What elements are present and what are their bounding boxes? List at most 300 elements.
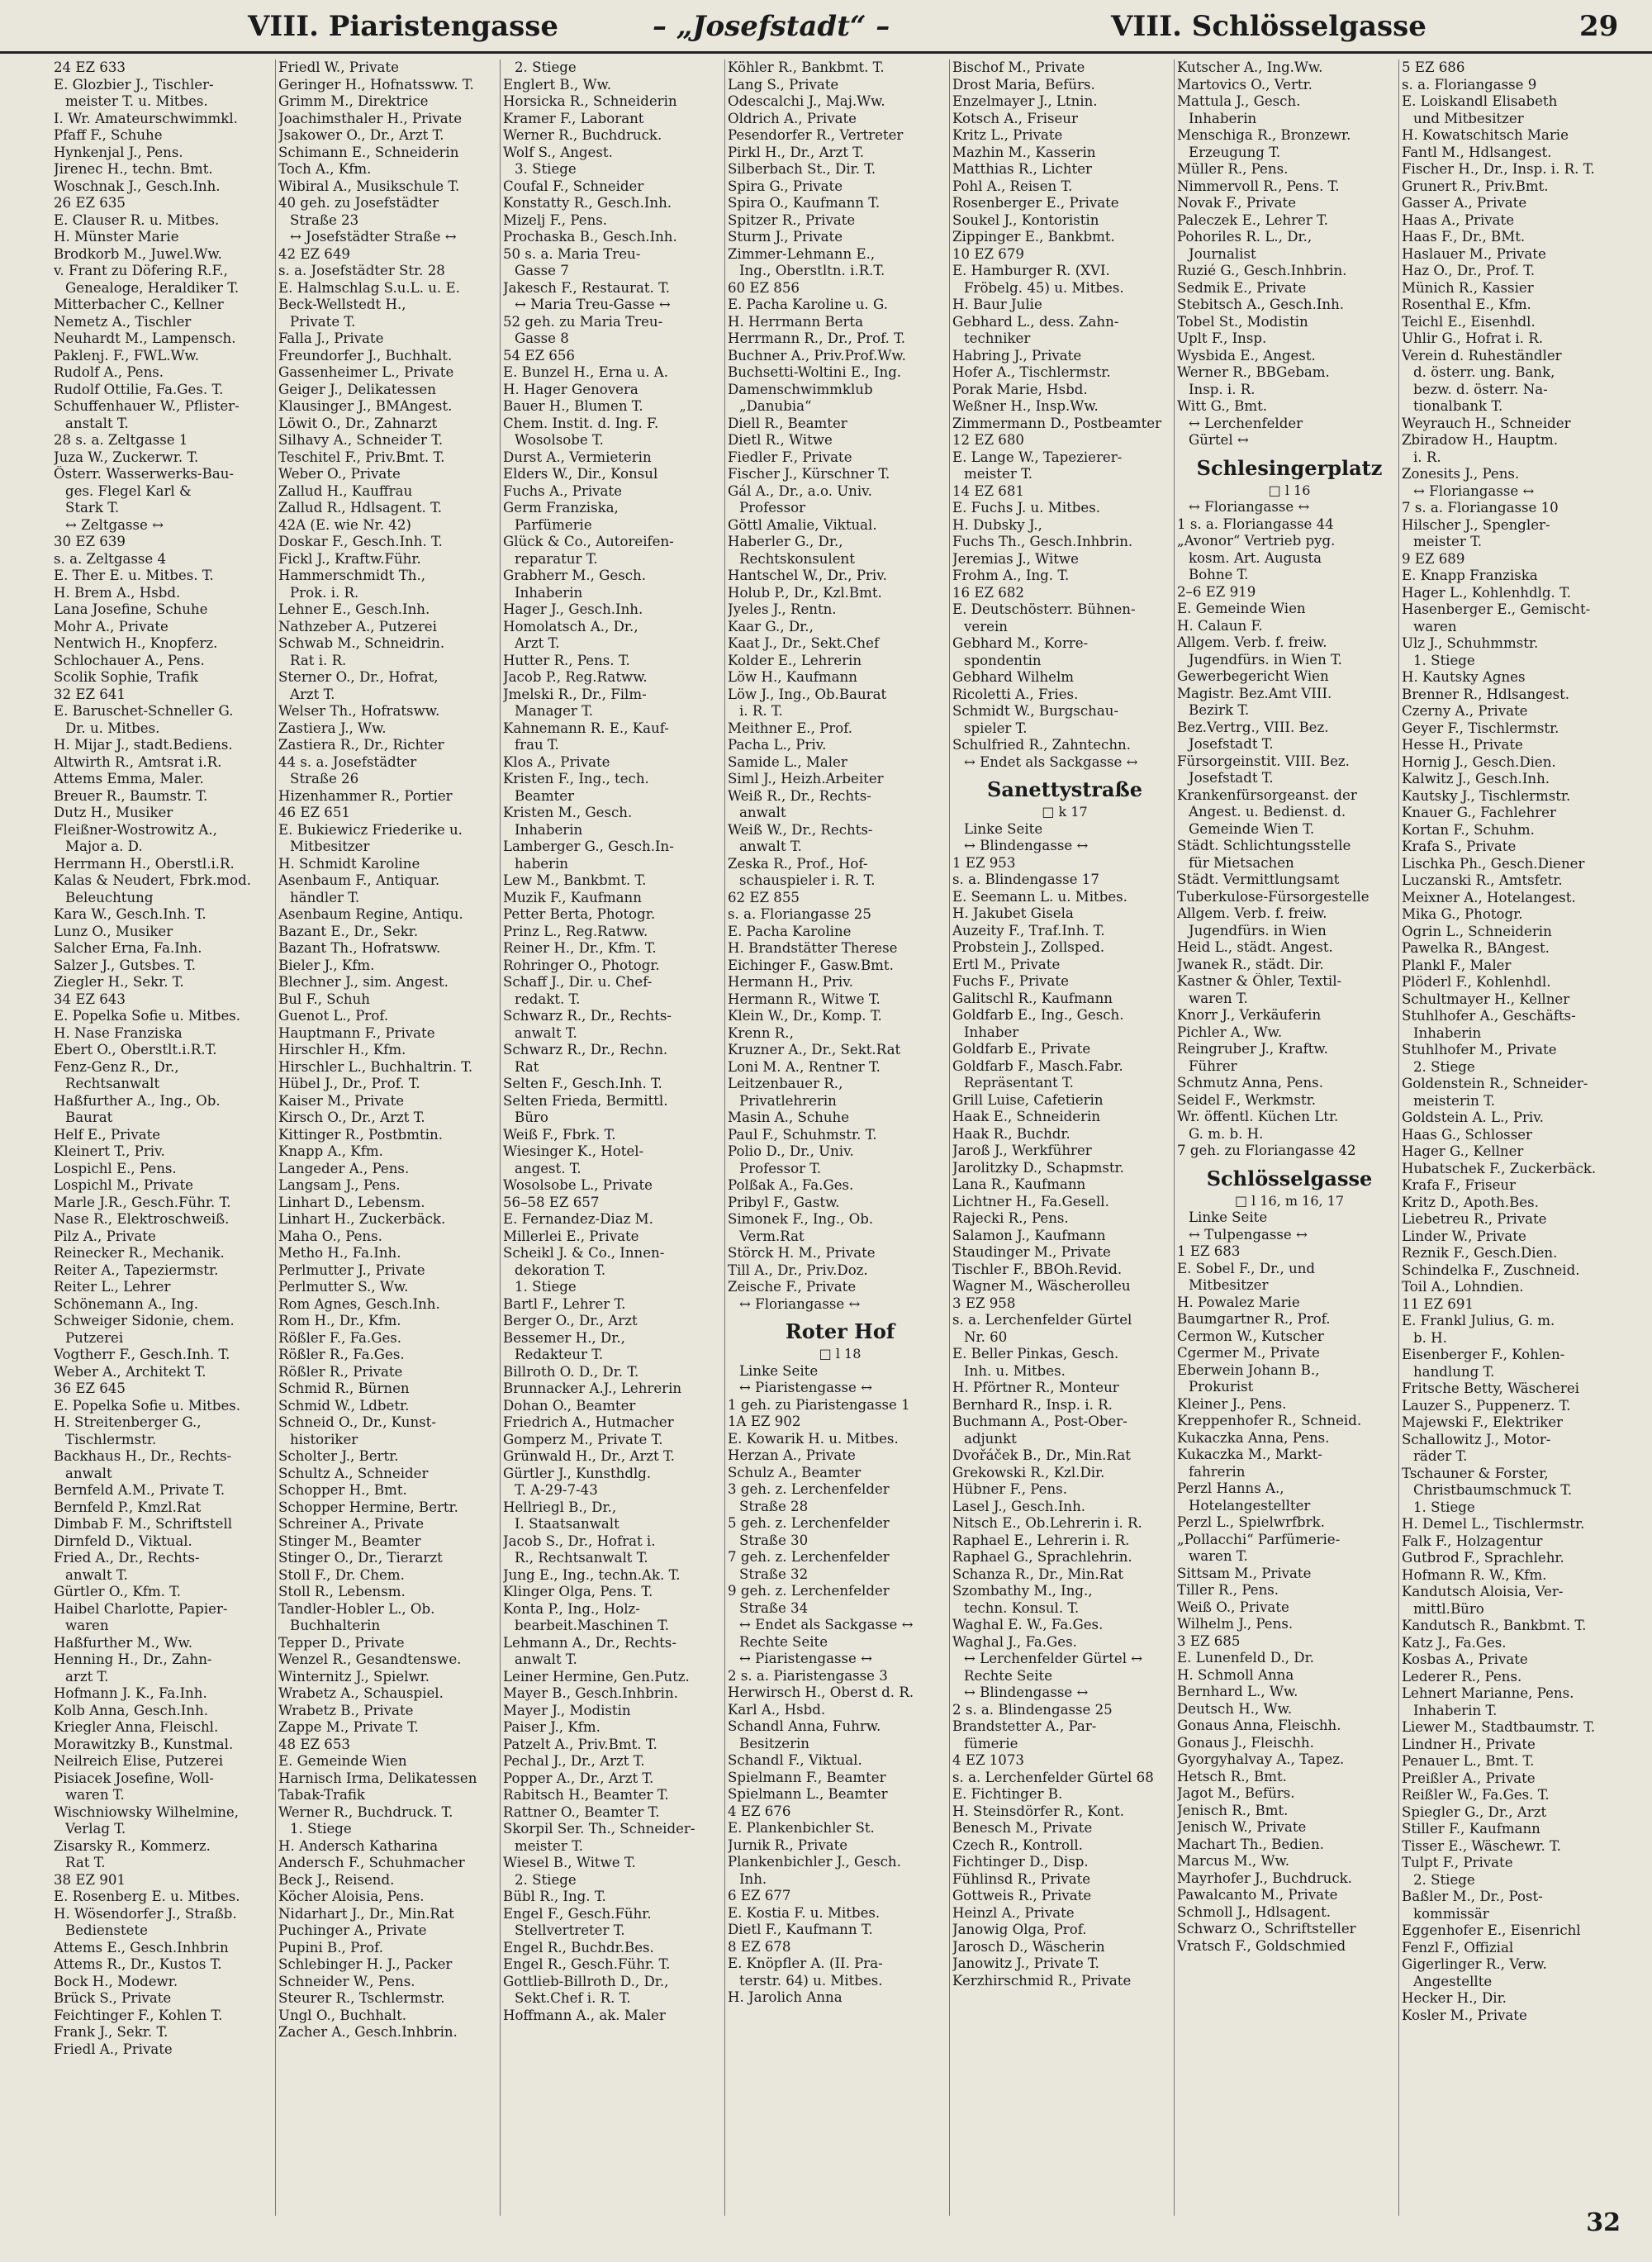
directory-entry: Lana R., Kaufmann: [952, 1176, 1086, 1192]
directory-entry: Mitterbacher C., Kellner: [54, 297, 224, 312]
directory-entry: Hager G., Kellner: [1402, 1143, 1524, 1159]
directory-entry: Weiß F., Fbrk. T.: [503, 1126, 616, 1143]
page-number: 29: [1579, 10, 1619, 43]
directory-entry: E. Plankenbichler St.: [728, 1820, 875, 1836]
directory-entry: Hesse H., Private: [1402, 737, 1523, 753]
directory-entry: Fürsorgeinstit. VIII. Bez.: [1177, 753, 1350, 769]
directory-entry: Inhaberin: [1413, 1024, 1482, 1041]
directory-entry: I. Wr. Amateurschwimmkl.: [54, 110, 238, 126]
directory-entry: frau T.: [515, 737, 559, 753]
directory-entry: Mika G., Photogr.: [1402, 906, 1523, 922]
directory-entry: „Avonor“ Vertrieb pyg.: [1177, 533, 1336, 549]
directory-entry: Bieler J., Kfm.: [278, 957, 375, 973]
directory-entry: Loni M. A., Rentner T.: [728, 1058, 881, 1075]
directory-entry: Mayrhofer J., Buchdruck.: [1177, 1870, 1352, 1886]
directory-entry: Bübl R., Ing. T.: [503, 1889, 606, 1904]
directory-entry: Schwarz O., Schriftsteller: [1177, 1921, 1356, 1936]
directory-entry: 2. Stiege: [515, 59, 577, 75]
directory-entry: 1 EZ 683: [1177, 1243, 1241, 1259]
directory-entry: Buchmann A., Post-Ober-: [952, 1414, 1127, 1429]
directory-entry: Falk F., Holzagentur: [1402, 1533, 1543, 1549]
directory-entry: Kerzhirschmid R., Private: [952, 1972, 1132, 1989]
directory-entry: Zippinger E., Bankbmt.: [952, 229, 1115, 245]
directory-entry: Spira G., Private: [728, 178, 843, 194]
directory-entry: Blechner J., sim. Angest.: [278, 974, 449, 990]
column-divider: [275, 59, 276, 2216]
directory-entry: Glück & Co., Autoreifen-: [503, 534, 674, 549]
directory-entry: Grill Luise, Cafetierin: [952, 1091, 1104, 1108]
directory-entry: Neuhardt M., Lampensch.: [54, 330, 236, 346]
directory-entry: mittl.Büro: [1413, 1600, 1484, 1617]
directory-entry: Auzeity F., Traf.Inh. T.: [952, 922, 1105, 939]
directory-entry: Schmoll J., Hdlsagent.: [1177, 1903, 1332, 1920]
directory-entry: Haas G., Schlosser: [1402, 1126, 1532, 1143]
directory-entry: Bernhard R., Insp. i. R.: [952, 1396, 1113, 1413]
directory-entry: Soukel J., Kontoristin: [952, 211, 1099, 228]
directory-entry: Probstein J., Zollsped.: [952, 939, 1105, 955]
directory-entry: händler T.: [290, 889, 360, 905]
street-heading: Sanettystraße: [986, 777, 1142, 801]
directory-entry: Haberler G., Dr.,: [728, 534, 843, 549]
directory-entry: Nitsch E., Ob.Lehrerin i. R.: [952, 1515, 1142, 1531]
directory-entry: Weiß R., Dr., Rechts-: [728, 787, 871, 804]
directory-entry: s. a. Zeltgasse 4: [54, 550, 167, 567]
directory-entry: Schallowitz J., Motor-: [1402, 1431, 1551, 1447]
directory-entry: Fickl J., Kraftw.Führ.: [278, 550, 421, 567]
directory-entry: Gürtel ↔: [1189, 432, 1249, 448]
directory-entry: Rößler R., Fa.Ges.: [278, 1347, 405, 1362]
directory-entry: Goldstein A. L., Priv.: [1402, 1110, 1544, 1125]
directory-entry: Kleinert T., Priv.: [54, 1143, 165, 1159]
directory-entry: Josefstadt T.: [1189, 770, 1274, 786]
directory-entry: I. Staatsanwalt: [515, 1516, 620, 1532]
directory-entry: Lindner H., Private: [1402, 1736, 1536, 1752]
directory-entry: Jacob P., Reg.Ratww.: [503, 669, 648, 685]
directory-entry: Ulz J., Schuhmmstr.: [1402, 635, 1539, 651]
directory-entry: Janowitz J., Private T.: [952, 1955, 1099, 1971]
directory-entry: Pilz A., Private: [54, 1228, 156, 1244]
directory-entry: Eberwein Johann B.,: [1177, 1361, 1320, 1378]
directory-entry: G. m. b. H.: [1189, 1125, 1264, 1142]
directory-entry: Fiedler F., Private: [728, 449, 852, 465]
directory-entry: redakt. T.: [515, 991, 581, 1007]
directory-entry: Rechte Seite: [739, 1633, 828, 1650]
directory-entry: meister T.: [515, 1837, 583, 1854]
directory-entry: s. a. Floriangasse 25: [728, 906, 871, 922]
directory-entry: Novak F., Private: [1177, 195, 1297, 211]
directory-entry: Hermann R., Witwe T.: [728, 991, 881, 1007]
directory-entry: Schanza R., Dr., Min.Rat: [952, 1566, 1124, 1582]
directory-entry: Schulz A., Beamter: [728, 1464, 862, 1480]
directory-entry: Mayer B., Gesch.Inhbrin.: [503, 1685, 678, 1701]
directory-entry: Göttl Amalie, Viktual.: [728, 516, 877, 533]
directory-entry: Kleiner J., Pens.: [1177, 1395, 1287, 1412]
directory-entry: meister T.: [1413, 534, 1482, 549]
directory-entry: Spielmann F., Beamter: [728, 1769, 886, 1785]
directory-entry: kommissär: [1413, 1905, 1489, 1922]
directory-entry: Inhaberin: [1189, 110, 1257, 126]
directory-entry: Redakteur T.: [515, 1347, 604, 1362]
directory-entry: Zeische F., Private: [728, 1279, 857, 1295]
directory-entry: Kutscher A., Ing.Ww.: [1177, 59, 1323, 75]
directory-entry: Journalist: [1189, 245, 1256, 262]
directory-entry: 46 EZ 651: [278, 805, 350, 820]
directory-entry: 30 EZ 639: [54, 534, 126, 549]
page-header: [0, 0, 1652, 54]
directory-entry: Fritsche Betty, Wäscherei: [1402, 1380, 1579, 1396]
directory-entry: Lauzer S., Puppenerz. T.: [1402, 1397, 1571, 1414]
directory-entry: Jirenec H., techn. Bmt.: [54, 161, 213, 177]
directory-entry: E. Popelka Sofie u. Mitbes.: [54, 1008, 241, 1024]
directory-entry: Stoll R., Lebensm.: [278, 1584, 406, 1599]
directory-entry: Insp. i. R.: [1189, 381, 1256, 397]
directory-entry: 54 EZ 656: [503, 347, 575, 364]
directory-entry: Allgem. Verb. f. freiw.: [1177, 905, 1327, 921]
directory-entry: Hellriegl B., Dr.,: [503, 1499, 617, 1515]
directory-entry: Vogtherr F., Gesch.Inh. T.: [54, 1347, 230, 1362]
directory-entry: 26 EZ 635: [54, 195, 126, 211]
directory-entry: Kolb Anna, Gesch.Inh.: [54, 1702, 208, 1718]
directory-entry: Puchinger A., Private: [278, 1922, 427, 1938]
directory-entry: H. Demel L., Tischlermstr.: [1402, 1516, 1585, 1532]
directory-entry: Jagot M., Befürs.: [1177, 1785, 1295, 1801]
directory-entry: Linke Seite: [739, 1362, 819, 1379]
directory-entry: Kahnemann R. E., Kauf-: [503, 720, 669, 736]
directory-entry: Klein W., Dr., Komp. T.: [728, 1008, 882, 1024]
directory-entry: Schwarz R., Dr., Rechts-: [503, 1008, 672, 1024]
directory-entry: E. Gemeinde Wien: [1177, 601, 1306, 616]
directory-entry: Schmidt W., Burgschau-: [952, 703, 1119, 719]
directory-entry: Pirkl H., Dr., Arzt T.: [728, 144, 865, 160]
directory-entry: E. Rosenberg E. u. Mitbes.: [54, 1889, 240, 1904]
directory-entry: Rudolf Ottilie, Fa.Ges. T.: [54, 381, 224, 397]
directory-entry: Kritz D., Apoth.Bes.: [1402, 1194, 1539, 1210]
directory-entry: Haas A., Private: [1402, 211, 1515, 228]
header-right-street: VIII. Schlösselgasse: [1111, 10, 1427, 43]
directory-entry: Kristen M., Gesch.: [503, 805, 633, 820]
directory-entry: Altwirth R., Amtsrat i.R.: [54, 753, 222, 770]
directory-entry: Heinzl A., Private: [952, 1904, 1075, 1921]
directory-entry: Spira O., Kaufmann T.: [728, 195, 881, 211]
directory-entry: Siml J., Heizh.Arbeiter: [728, 771, 884, 786]
directory-entry: Asenbaum F., Antiquar.: [278, 872, 440, 888]
directory-entry: Silberbach St., Dir. T.: [728, 161, 876, 177]
directory-entry: Till A., Dr., Priv.Doz.: [728, 1262, 868, 1278]
directory-entry: Reiner H., Dr., Kfm. T.: [503, 940, 657, 956]
directory-entry: s. a. Lerchenfelder Gürtel 68: [952, 1769, 1154, 1785]
directory-entry: Lospichl E., Pens.: [54, 1160, 177, 1176]
directory-entry: Buchhalterin: [290, 1618, 381, 1633]
directory-entry: 60 EZ 856: [728, 279, 800, 296]
directory-entry: H. Powalez Marie: [1177, 1294, 1300, 1310]
directory-entry: Köcher Aloisia, Pens.: [278, 1889, 425, 1904]
directory-entry: Fuchs F., Private: [952, 973, 1069, 989]
directory-entry: E. Gemeinde Wien: [278, 1753, 407, 1769]
directory-entry: 2 s. a. Blindengasse 25: [952, 1701, 1113, 1718]
directory-entry: Ertl M., Private: [952, 956, 1061, 972]
directory-entry: Nase R., Elektroschweiß.: [54, 1211, 230, 1227]
directory-entry: E. Kowarik H. u. Mitbes.: [728, 1430, 899, 1447]
directory-entry: Horsicka R., Schneiderin: [503, 93, 677, 109]
directory-entry: E. Lunenfeld D., Dr.: [1177, 1650, 1314, 1666]
directory-entry: Bez.Vertrg., VIII. Bez.: [1177, 719, 1329, 735]
directory-entry: Cgermer M., Private: [1177, 1345, 1320, 1361]
directory-entry: Rat i. R.: [290, 652, 347, 668]
directory-entry: E. Pacha Karoline u. G.: [728, 297, 888, 312]
directory-entry: Schneider W., Pens.: [278, 1973, 415, 1989]
directory-entry: Lehnert Marianne, Pens.: [1402, 1685, 1574, 1701]
directory-column: [54, 59, 278, 2216]
directory-entry: Jurnik R., Private: [728, 1837, 848, 1853]
directory-entry: Silhavy A., Schneider T.: [278, 432, 444, 448]
directory-entry: Baumgartner R., Prof.: [1177, 1311, 1331, 1327]
directory-entry: und Mitbesitzer: [1413, 110, 1524, 126]
directory-entry: Beck-Wellstedt H.,: [278, 297, 406, 312]
directory-entry: Stinger O., Dr., Tierarzt: [278, 1550, 443, 1566]
directory-entry: Bernfeld P., Kmzl.Rat: [54, 1499, 202, 1515]
directory-entry: Kritz L., Private: [952, 127, 1063, 143]
directory-entry: Meixner A., Hotelangest.: [1402, 889, 1576, 905]
directory-entry: Wosolsobe T.: [515, 432, 604, 448]
directory-entry: H. Brandstätter Therese: [728, 940, 898, 956]
directory-entry: Hermann H., Priv.: [728, 974, 853, 990]
directory-entry: H. Mijar J., stadt.Bediens.: [54, 737, 233, 753]
directory-entry: Hotelangestellter: [1189, 1497, 1311, 1514]
directory-entry: Kotsch A., Friseur: [952, 110, 1078, 126]
directory-entry: Zappe M., Private T.: [278, 1719, 419, 1735]
directory-column: [728, 59, 952, 2216]
directory-entry: Josefstadt T.: [1189, 736, 1274, 752]
directory-entry: Manager T.: [515, 703, 594, 719]
header-district: – „Josefstadt“ –: [653, 10, 890, 43]
directory-entry: Gál A., Dr., a.o. Univ.: [728, 482, 872, 499]
directory-entry: 3 EZ 958: [952, 1295, 1016, 1311]
directory-entry: Millerlei E., Private: [503, 1228, 639, 1244]
directory-entry: Verm.Rat: [739, 1228, 805, 1244]
directory-entry: fümerie: [964, 1735, 1018, 1751]
directory-entry: Raphael E., Lehrerin i. R.: [952, 1532, 1130, 1548]
directory-entry: H. Kowatschitsch Marie: [1402, 127, 1569, 143]
directory-entry: Engel F., Gesch.Führ.: [503, 1905, 652, 1922]
directory-entry: ↔ Maria Treu-Gasse ↔: [515, 297, 671, 312]
directory-entry: Kirsch O., Dr., Arzt T.: [278, 1110, 425, 1125]
directory-entry: Engel R., Buchdr.Bes.: [503, 1939, 654, 1955]
directory-entry: Stellvertreter T.: [515, 1922, 625, 1938]
directory-entry: spieler T.: [964, 720, 1028, 736]
directory-entry: Gebhard M., Korre-: [952, 635, 1089, 651]
directory-entry: schauspieler i. R. T.: [739, 872, 876, 888]
directory-entry: Bul F., Schuh: [278, 991, 370, 1007]
directory-entry: Kandutsch R., Bankbmt. T.: [1402, 1618, 1587, 1633]
directory-entry: Dietl F., Kaufmann T.: [728, 1922, 873, 1937]
directory-entry: Rattner O., Beamter T.: [503, 1803, 660, 1820]
directory-entry: Vratsch F., Goldschmied: [1177, 1937, 1346, 1954]
directory-entry: Haßfurther M., Ww.: [54, 1634, 192, 1651]
directory-entry: Ruzié G., Gesch.Inhbrin.: [1177, 263, 1347, 278]
directory-entry: waren T.: [1189, 1548, 1248, 1564]
directory-entry: waren T.: [65, 1787, 125, 1803]
directory-entry: ↔ Endet als Sackgasse ↔: [964, 753, 1138, 770]
directory-entry: 40 geh. zu Josefstädter: [278, 195, 439, 211]
directory-entry: E. Kostia F. u. Mitbes.: [728, 1904, 881, 1921]
directory-entry: Grabherr M., Gesch.: [503, 568, 647, 583]
directory-entry: Goldenstein R., Schneider-: [1402, 1076, 1588, 1091]
directory-entry: Schaff J., Dir. u. Chef-: [503, 974, 653, 990]
directory-entry: Kaar G., Dr.,: [728, 618, 814, 634]
directory-entry: Brenner R., Hdlsangest.: [1402, 686, 1570, 702]
directory-entry: Jsakower O., Dr., Arzt T.: [278, 127, 444, 143]
directory-entry: Friedrich A., Hutmacher: [503, 1414, 674, 1430]
directory-entry: Cermon W., Kutscher: [1177, 1328, 1324, 1344]
directory-entry: Maha O., Pens.: [278, 1228, 382, 1244]
directory-entry: Dirnfeld D., Viktual.: [54, 1533, 192, 1549]
directory-entry: 3 geh. z. Lerchenfelder: [728, 1481, 890, 1497]
map-grid-reference: □ l 16: [1268, 482, 1311, 498]
directory-entry: Tandler-Hobler L., Ob.: [278, 1600, 435, 1617]
directory-entry: ↔ Zeltgasse ↔: [65, 516, 164, 533]
directory-entry: Dutz H., Musiker: [54, 805, 173, 820]
directory-entry: Holub P., Dr., Kzl.Bmt.: [728, 584, 882, 601]
directory-entry: Rosenberger E., Private: [952, 195, 1119, 211]
directory-entry: Hasenberger E., Gemischt-: [1402, 601, 1591, 617]
directory-entry: Simonek F., Ing., Ob.: [728, 1211, 874, 1227]
directory-entry: Drost Maria, Befürs.: [952, 76, 1095, 93]
directory-entry: Herzan A., Private: [728, 1447, 856, 1463]
directory-entry: H. Streitenberger G.,: [54, 1414, 202, 1430]
directory-entry: Baurat: [65, 1110, 113, 1125]
directory-entry: Samide L., Maler: [728, 753, 847, 770]
directory-entry: H. Kautsky Agnes: [1402, 669, 1526, 685]
directory-entry: Zallud H., Kauffrau: [278, 482, 413, 499]
directory-entry: Waghal J., Fa.Ges.: [952, 1633, 1077, 1650]
directory-entry: H. Pförtner R., Monteur: [952, 1380, 1119, 1395]
directory-entry: Patzelt A., Priv.Bmt. T.: [503, 1736, 657, 1752]
directory-entry: ↔ Floriangasse ↔: [1189, 499, 1310, 515]
directory-entry: Ungl O., Buchhalt.: [278, 2007, 407, 2023]
directory-entry: Gasse 8: [515, 330, 569, 346]
directory-entry: Falla J., Private: [278, 330, 384, 346]
directory-entry: Lew M., Bankbmt. T.: [503, 872, 647, 888]
directory-entry: Bohne T.: [1189, 567, 1249, 582]
directory-entry: Tischler F., BBOh.Revid.: [952, 1261, 1123, 1277]
directory-entry: Wibiral A., Musikschule T.: [278, 178, 460, 194]
directory-entry: Polio D., Dr., Univ.: [728, 1143, 854, 1159]
directory-entry: Weiß O., Private: [1177, 1599, 1289, 1615]
directory-entry: E. Bukiewicz Friederike u.: [278, 821, 463, 838]
directory-entry: Gottweis R., Private: [952, 1888, 1092, 1903]
directory-entry: Weber A., Architekt T.: [54, 1363, 206, 1380]
directory-entry: ↔ Lerchenfelder Gürtel ↔: [964, 1651, 1143, 1666]
directory-entry: Kruzner A., Dr., Sekt.Rat: [728, 1042, 901, 1057]
directory-entry: Goldfarb E., Private: [952, 1041, 1091, 1057]
directory-entry: Zonesits J., Pens.: [1402, 466, 1520, 482]
directory-entry: Hirschler H., Kfm.: [278, 1042, 406, 1057]
directory-entry: Porak Marie, Hsbd.: [952, 381, 1088, 397]
directory-entry: Meithner E., Prof.: [728, 720, 853, 736]
directory-entry: H. Schmidt Karoline: [278, 855, 420, 872]
directory-entry: Brandstetter A., Par-: [952, 1718, 1097, 1734]
directory-entry: Bauer H., Blumen T.: [503, 398, 643, 414]
directory-entry: Prochaska B., Gesch.Inh.: [503, 229, 677, 245]
directory-entry: Diell R., Beamter: [728, 415, 847, 431]
directory-entry: Inhaberin: [515, 821, 583, 838]
directory-entry: Angestellte: [1413, 1973, 1493, 1989]
directory-entry: Weber O., Private: [278, 466, 401, 482]
directory-entry: Sekt.Chef i. R. T.: [515, 1990, 631, 2006]
directory-entry: 7 geh. z. Lerchenfelder: [728, 1549, 890, 1565]
directory-entry: Beleuchtung: [65, 889, 154, 905]
directory-entry: ↔ Blindengasse ↔: [964, 838, 1089, 853]
directory-entry: Geyer F., Tischlermstr.: [1402, 720, 1559, 736]
directory-entry: Haz O., Dr., Prof. T.: [1402, 263, 1536, 278]
directory-entry: Fleißner-Wostrowitz A.,: [54, 821, 217, 838]
directory-entry: Rom H., Dr., Kfm.: [278, 1313, 401, 1328]
directory-entry: Fried A., Dr., Rechts-: [54, 1550, 200, 1566]
directory-entry: Leitzenbauer R.,: [728, 1076, 843, 1091]
directory-entry: 1. Stiege: [515, 1279, 577, 1295]
directory-entry: Marcus M., Ww.: [1177, 1853, 1289, 1869]
directory-entry: Muzik F., Kaufmann: [503, 889, 642, 905]
directory-entry: E. Clauser R. u. Mitbes.: [54, 211, 220, 228]
directory-entry: Arzt T.: [290, 686, 335, 702]
directory-entry: ↔ Lerchenfelder: [1189, 415, 1303, 431]
directory-entry: tionalbank T.: [1413, 398, 1503, 414]
directory-entry: Frohm A., Ing. T.: [952, 568, 1070, 583]
directory-entry: Löwit O., Dr., Zahnarzt: [278, 415, 438, 431]
directory-entry: H. Steinsdörfer R., Kont.: [952, 1803, 1124, 1819]
directory-entry: Homolatsch A., Dr.,: [503, 618, 638, 634]
directory-entry: Herrmann H., Oberstl.i.R.: [54, 855, 235, 872]
directory-entry: Schönemann A., Ing.: [54, 1295, 199, 1312]
directory-entry: Schultz A., Schneider: [278, 1465, 429, 1481]
directory-entry: Kukaczka M., Markt-: [1177, 1447, 1322, 1462]
directory-entry: Rudolf A., Pens.: [54, 364, 164, 380]
directory-entry: Ziegler H., Sekr. T.: [54, 974, 184, 990]
directory-entry: Stark T.: [65, 500, 120, 516]
directory-entry: Zastiera J., Ww.: [278, 720, 387, 736]
directory-entry: 44 s. a. Josefstädter: [278, 753, 417, 770]
directory-entry: Jmelski R., Dr., Film-: [503, 686, 647, 702]
directory-entry: Geiger J., Delikatessen: [278, 381, 436, 397]
directory-entry: Allgem. Verb. f. freiw.: [1177, 634, 1327, 650]
directory-entry: Engel R., Gesch.Führ. T.: [503, 1956, 671, 1972]
directory-entry: 36 EZ 645: [54, 1380, 126, 1396]
directory-entry: Lederer R., Pens.: [1402, 1668, 1522, 1685]
directory-entry: ges. Flegel Karl &: [65, 482, 192, 499]
directory-entry: Linhart H., Zuckerbäck.: [278, 1211, 446, 1227]
street-heading: Roter Hof: [785, 1319, 895, 1343]
directory-entry: anwalt T.: [515, 1024, 577, 1041]
directory-entry: Genealoge, Heraldiker T.: [65, 279, 240, 296]
directory-entry: Linke Seite: [964, 820, 1043, 837]
directory-entry: Stiller F., Kaufmann: [1402, 1821, 1540, 1837]
directory-entry: Grunert R., Priv.Bmt.: [1402, 178, 1549, 194]
directory-entry: 1 s. a. Floriangasse 44: [1177, 516, 1334, 532]
directory-entry: H. Jakubet Gisela: [952, 905, 1074, 921]
directory-entry: H. Jarolich Anna: [728, 1989, 843, 2005]
directory-entry: ↔ Piaristengasse ↔: [739, 1651, 873, 1666]
directory-entry: Nidarhart J., Dr., Min.Rat: [278, 1905, 454, 1922]
directory-entry: ↔ Josefstädter Straße ↔: [290, 229, 457, 245]
directory-entry: Verein d. Ruheständler: [1402, 347, 1562, 364]
directory-entry: Schneid O., Dr., Kunst-: [278, 1414, 436, 1430]
directory-entry: T. A-29-7-43: [515, 1482, 598, 1498]
directory-entry: E. Deutschösterr. Bühnen-: [952, 601, 1136, 617]
directory-entry: Hofmann R. W., Kfm.: [1402, 1566, 1547, 1583]
directory-entry: handlung T.: [1413, 1363, 1495, 1380]
directory-entry: Machart Th., Bedien.: [1177, 1836, 1324, 1852]
directory-entry: Plankl F., Maler: [1402, 957, 1512, 973]
